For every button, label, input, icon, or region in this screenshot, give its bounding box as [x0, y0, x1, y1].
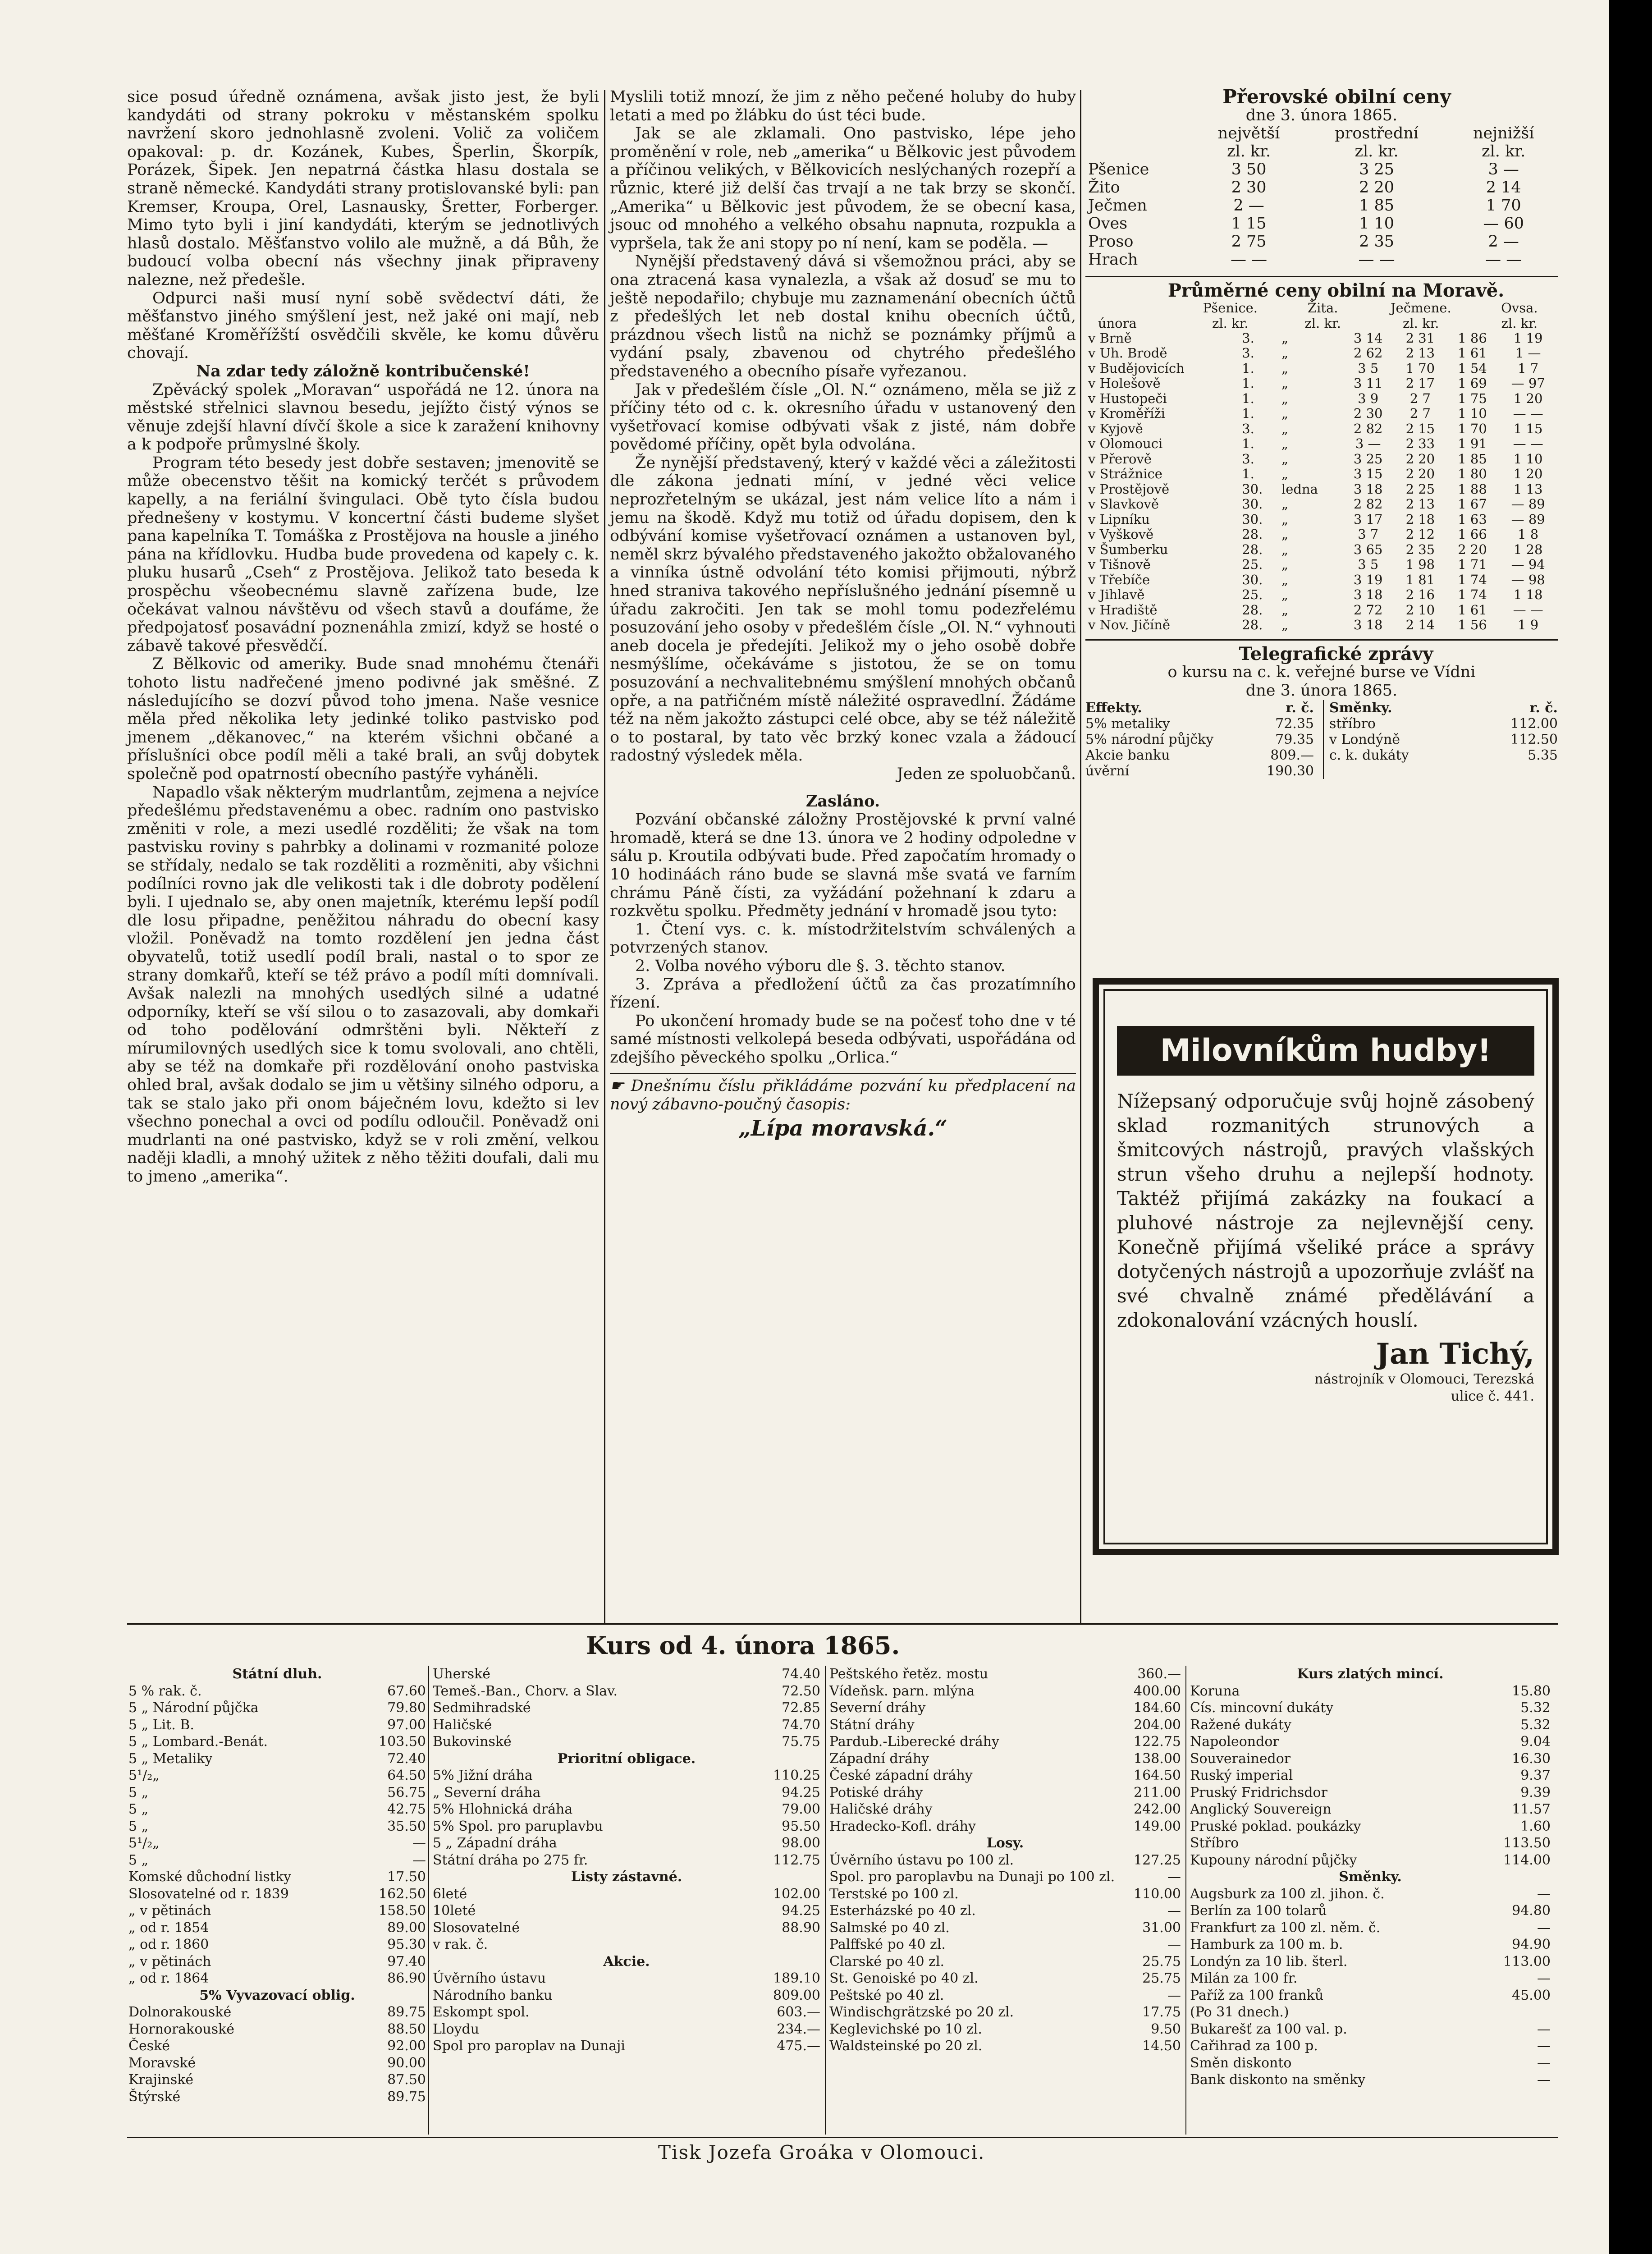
- avg-prices-title: Průměrné ceny obilní na Moravě.: [1167, 280, 1505, 302]
- paragraph: Nynější představený dává si všemožnou práci, aby se ona ztracená kasa vynalezla, a však až dosuď se mu to ještě nepodařilo; chybuje mu zaznamenání obecních účtů z předešlých let neb dostal knihu obecních účtů, prázdnou všech listů na nichž se poznámky příjmů a vydání psaly, zbavenou od chytrého předešlého představeného a obecního písaře vyřezanou.: [610, 252, 1076, 380]
- kurs-bottom-rule: [127, 2137, 1558, 2138]
- list-item: „ v pětinách 97.40: [128, 1953, 426, 1970]
- list-item: České západní dráhy 164.50: [829, 1768, 1181, 1783]
- grain-prices-title: Přerovské obilní ceny: [1222, 86, 1451, 108]
- kurs-top-rule: [127, 1623, 1558, 1625]
- notice-label: Dnešnímu číslu přikládáme pozvání ku předplacení na nový zábavno-poučný časopis:: [610, 1077, 1076, 1114]
- table-row: Hrach — — — — — —: [1088, 251, 1522, 269]
- kurs-column-state-debt: [128, 1666, 426, 2105]
- list-item: Uherské 74.40: [433, 1666, 820, 1682]
- list-item: 5 „ Lit. B. 97.00: [128, 1717, 426, 1733]
- telegraph-line2: dne 3. února 1865.: [1245, 681, 1398, 700]
- list-item: Národního banku 809.00: [433, 1987, 820, 2003]
- list-item: 6leté 102.00: [433, 1886, 820, 1902]
- list-item: Štýrské 89.75: [128, 2089, 426, 2105]
- list-item: 5¹/₂„ 64.50: [128, 1768, 426, 1783]
- list-item: Waldsteinské po 20 zl. 14.50: [829, 2038, 1181, 2054]
- paragraph: 3. Zpráva a předložení účtů za čas prozatímního řízení.: [610, 975, 1076, 1012]
- kurs-subheading: Prioritní obligace.: [557, 1750, 696, 1767]
- list-item: Lloydu 234.—: [433, 2021, 820, 2037]
- telegraph-title: Telegrafické zprávy: [1239, 643, 1433, 664]
- kurs-title: Kurs od 4. února 1865.: [586, 1631, 900, 1660]
- list-item: 5 „ Lombard.-Benát. 103.50: [128, 1734, 426, 1750]
- list-item: Dolnorakouské 89.75: [128, 2004, 426, 2020]
- list-item: Spol pro paroplav na Dunaji 475.—: [433, 2038, 820, 2054]
- paragraph: Myslili totiž mnozí, že jim z něho pečené holuby do huby letati a med po žlábku do úst téci bude.: [610, 88, 1076, 124]
- list-item: Bank diskonto na směnky —: [1190, 2072, 1551, 2088]
- list-item: Esterházské po 40 zl. —: [829, 1903, 1181, 1919]
- paragraph: Po ukončení hromady bude se na počesť toho dne v té samé místnosti velkolepá beseda odbývati, uspořádána od zdejšího pěveckého spolku „Orlica.“: [610, 1012, 1076, 1067]
- list-item: Londýn za 10 lib. šterl. 113.00: [1190, 1953, 1551, 1970]
- ad-address-line2: ulice č. 441.: [1451, 1388, 1534, 1404]
- table-row: Proso 2 75 2 35 2 —: [1088, 233, 1519, 251]
- list-item: Keglevichské po 10 zl. 9.50: [829, 2021, 1181, 2037]
- telegraph-line1: o kursu na c. k. veřejné burse ve Vídni: [1167, 663, 1476, 682]
- table-row: v Prostějově 30. ledna 3 18 2 25 1 88 1 13: [1088, 481, 1543, 497]
- list-item: Státní dráha po 275 fr. 112.75: [433, 1852, 820, 1868]
- table-row: v Třebíče 30. „ 3 19 1 81 1 74 — 98: [1088, 572, 1545, 587]
- table-row: Pšenice 3 50 3 25 3 —: [1088, 160, 1519, 179]
- table-row: v Slavkově 30. „ 2 82 2 13 1 67 — 89: [1088, 496, 1545, 512]
- list-item: Pardub.-Liberecké dráhy 122.75: [829, 1734, 1181, 1750]
- table-row: v Holešově 1. „ 3 11 2 17 1 69 — 97: [1088, 376, 1545, 391]
- telegraph-effekty-header: Effekty.: [1085, 700, 1142, 716]
- table-row: v Hradiště 28. „ 2 72 2 10 1 61 — —: [1088, 602, 1543, 618]
- grain-prices-date: dne 3. února 1865.: [1245, 106, 1398, 124]
- list-item: Hradecko-Kofl. dráhy 149.00: [829, 1818, 1181, 1834]
- list-item: Slosovatelné od r. 1839 162.50: [128, 1886, 426, 1902]
- telegraph-unit: r. č.: [1529, 700, 1558, 716]
- paragraph: 2. Volba nového výboru dle §. 3. těchto stanov.: [635, 957, 1006, 975]
- notice-text: [610, 1077, 1076, 1113]
- ad-text: Nížepsaný odporučuje svůj hojně zásobený sklad rozmanitých strunových a šmitcových nástrojů, pravých vlašských strun všeho druhu a nejlepší hodnoty. Taktéž přijímá zakázky na foukací a pluhové nástroje za nejlevnější ceny. Konečně přijímá všeliké práce a správy dotyčených nástrojů a upozorňuje zvlášť na své chvalně známé předělávání a zdokonalování vzácných houslí.: [1117, 1090, 1534, 1331]
- table-row: v Lipníku 30. „ 3 17 2 18 1 63 — 89: [1088, 511, 1545, 527]
- kurs-column-coins: [1190, 1666, 1551, 2089]
- paragraph: Program této besedy jest dobře sestaven; jmenovitě se může obecenstvo těšit na komický terčét s průvodem kapelly, a na feriální švingulaci. Obě tyto čísla budou přednešeny v kostymu. V koncertní části budeme slyšet pana kapelníka T. Tomáška z Prostějova na housle a jiného pána na křídlovku. Hudba bude provedena od kapely c. k. pluku husarů „Cseh“ z Prostějova. Jelikož tato beseda k prospěchu všeobecnému slavně zařízena bude, lze očekávat valnou návštěvu od všech stavů a doufáme, že předpojatosť posavádní poznenáhla zmizí, když se hosté o zábavě takové přesvědčí.: [127, 454, 599, 655]
- list-item: Palffské po 40 zl. —: [829, 1937, 1181, 1952]
- article-column-1: [127, 88, 599, 1186]
- kurs-column-bonds: [433, 1666, 820, 2055]
- kurs-subheading: Listy zástavné.: [571, 1869, 682, 1885]
- grain-prices-table: [1085, 124, 1558, 269]
- list-item: „ od r. 1860 95.30: [128, 1937, 426, 1952]
- list-item: Sedmihradské 72.85: [433, 1700, 820, 1716]
- telegraph-smenky-header: Směnky.: [1329, 700, 1392, 716]
- list-item: Komské důchodní listky 17.50: [128, 1869, 426, 1885]
- list-item: Eskompt spol. 603.—: [433, 2004, 820, 2020]
- ad-address-line1: nástrojník v Olomouci, Terezská: [1314, 1371, 1534, 1387]
- list-item: Vídeňsk. parn. mlýna 400.00: [829, 1683, 1181, 1699]
- list-item: Cařihrad za 100 p. —: [1190, 2038, 1551, 2054]
- list-item: 10leté 94.25: [433, 1903, 820, 1919]
- list-item: 5% Spol. pro paruplavbu 95.50: [433, 1818, 820, 1834]
- paragraph: Odpurci naši musí nyní sobě svědectví dáti, že měšťanstvo jiného smýšlení jest, než jaké oni mají, neb měšťané Kroměřížští osvědčili skvěle, ke komu důvěru chovají.: [127, 289, 599, 362]
- unit-header: zl. kr.: [1482, 142, 1526, 161]
- list-item: Úvěrního ústavu po 100 zl. 127.25: [829, 1852, 1181, 1868]
- list-item: 5 % rak. č. 67.60: [128, 1683, 426, 1699]
- music-shop-advertisement: [1093, 978, 1559, 1555]
- unit-header: zl. kr.: [1501, 315, 1538, 331]
- printer-imprint: Tisk Jozefa Groáka v Olomouci.: [658, 2141, 985, 2163]
- list-item: 5 „ 35.50: [128, 1818, 426, 1834]
- list-item: Koruna 15.80: [1190, 1683, 1551, 1699]
- list-item: Bukarešť za 100 val. p. —: [1190, 2021, 1551, 2037]
- kurs-subheading: Směnky.: [1339, 1869, 1402, 1885]
- notice-journal-title: „Lípa moravská.“: [738, 1115, 947, 1141]
- table-row: v Přerově 3. „ 3 25 2 20 1 85 1 10: [1088, 451, 1543, 467]
- list-item: Temeš.-Ban., Chorv. a Slav. 72.50: [433, 1683, 820, 1699]
- ad-signature: Jan Tichý,: [1376, 1337, 1534, 1371]
- list-item: Ruský imperial 9.37: [1190, 1768, 1551, 1783]
- list-item: Peštské po 40 zl. —: [829, 1987, 1181, 2003]
- list-item: Napoleondor 9.04: [1190, 1734, 1551, 1750]
- kurs-rule: [1185, 1666, 1186, 2135]
- list-item: Slosovatelné 88.90: [433, 1920, 820, 1936]
- list-item: 5% Hlohnická dráha 79.00: [433, 1801, 820, 1817]
- list-item: Potiské dráhy 211.00: [829, 1784, 1181, 1800]
- market-column: [1085, 88, 1558, 779]
- list-item: Windischgrätzské po 20 zl. 17.75: [829, 2004, 1181, 2020]
- list-item: 5 „ Národní půjčka 79.80: [128, 1700, 426, 1716]
- table-row: Oves 1 15 1 10 — 60: [1088, 215, 1524, 233]
- list-item: Frankfurt za 100 zl. něm. č. —: [1190, 1920, 1551, 1936]
- paragraph: Pozvání občanské záložny Prostějovské k první valné hromadě, která se dne 13. února ve 2 hodiny odpoledne v sálu p. Kroutila odbývati bude. Před započatím hromady o 10 hodináách ráno bude se slavná mše svatá ve farním chrámu Páně čísti, za vyžádání požehnaní k zdaru a rozkvětu spolku. Předměty jednání v hromadě jsou tyto:: [610, 811, 1076, 921]
- paragraph: Že nynější představený, který v každé věci a záležitosti dle zákona jednati míní, v jedné věci velice neprozřetelným se ukázal, jest nám velice líto a nám i jemu na škodě. Když mu totiž od úřadu dopisem, den k odbývání komise vyšetřovací oznámen a ustanoven byl, neměl skrz bývalého představeného jakožto obžalovaného a vinníka ústně odvolání této komisi přijmouti, nýbrž hned straniva takového nepříslušného jednání písemně u úřadu zakročiti. Jen tak se mohl tomu podezřelému posuzování jeho osoby v předešlém čísle „Ol. N.“ vyhnouti aneb docela je předejíti. Jelikož my o jeho osobě dobře nesmýšlíme, očekáváme s jistotou, že se on tomu posuzování a nechvalitebnému smýšlení mnohých občanů opře, a na patřičném místě náležité ospravedlní. Žádáme též na něm jakožto zástupci celé obce, aby se též náležitě o to postaral, by tato věc brzký konec vzala a žádoucí radostný výsledek měla.: [610, 454, 1076, 765]
- table-row: v Uh. Brodě 3. „ 2 62 2 13 1 61 1 —: [1088, 345, 1541, 361]
- article-signature: Jeden ze spoluobčanů.: [897, 765, 1076, 783]
- table-row: v Tišnově 25. „ 3 5 1 98 1 71 — 94: [1088, 557, 1545, 573]
- list-item: Haličské 74.70: [433, 1717, 820, 1733]
- unit-header: zl. kr.: [1403, 315, 1439, 331]
- list-item: 5% Jižní dráha 110.25: [433, 1768, 820, 1783]
- list-item: Pruské poklad. poukázky 1.60: [1190, 1818, 1551, 1834]
- list-item: „ v pětinách 158.50: [128, 1903, 426, 1919]
- table-row: v Strážnice 1. „ 3 15 2 20 1 80 1 20: [1088, 466, 1543, 482]
- paragraph: Jak se ale zklamali. Ono pastvisko, lépe jeho proměnění v role, neb „amerika“ u Bělkovic jest původem a příčinou velikých, v Bělkovicích neslýchaných rozepří a různic, které již delší čas trvají a ne tak brzy se skončí. „Amerika“ u Bělkovic jest původem, že se obecní kasa, jsouc od mnohého a velkého obsahu napnuta, rozpukla a vypršela, tak že ani stopy po ní není, kam se poděla. —: [610, 124, 1076, 252]
- list-item: Státní dráhy 204.00: [829, 1717, 1181, 1733]
- list-item: Spol. pro paroplavbu na Dunaji po 100 zl. —: [829, 1869, 1181, 1885]
- list-item: Souverainedor 16.30: [1190, 1750, 1551, 1767]
- paragraph-belkovice: Z Bělkovic od ameriky. Bude snad mnohému čtenáři tohoto listu nadřečené jmeno podivné jak směšné. Z následujícího se dozví původ toho jmena. Naše vesnice měla před několika lety jedinké toliko pastvisko pod jmenem „děkanovec,“ na kterém všichni občané a příslušníci obce podíl měli a také brali, an svůj dobytek společně pod opatrností obecního pastýře vyháněli.: [127, 655, 599, 783]
- unit-header: zl. kr.: [1227, 142, 1271, 161]
- list-item: (Po 31 dnech.): [1190, 2004, 1289, 2020]
- col-header: prostřední: [1335, 124, 1419, 143]
- list-item: Bukovinské 75.75: [433, 1734, 820, 1750]
- paragraph: Na zdar tedy záložně kontribučenské!: [196, 362, 530, 380]
- table-row: v Olomouci 1. „ 3 — 2 33 1 91 — —: [1088, 436, 1543, 452]
- article-column-2: [610, 88, 1076, 1143]
- kurs-rule: [825, 1666, 826, 2135]
- paragraph: Jak v předešlém čísle „Ol. N.“ oznámeno, měla se již z příčiny této od c. k. okresního úřadu v ustanovený den vyšetřovací komise odbývati však z jisté, nám dobře povědomé příčiny, opět byla odvolána.: [610, 380, 1076, 454]
- list-item: v rak. č.: [433, 1937, 488, 1952]
- col-header: Žita.: [1307, 300, 1338, 316]
- list-item: Hornorakouské 88.50: [128, 2021, 426, 2037]
- col-header: nejnižší: [1473, 124, 1534, 143]
- list-item: Peštského řetěz. mostu 360.—: [829, 1666, 1181, 1682]
- list-item: Kupouny národní půjčky 114.00: [1190, 1852, 1551, 1868]
- pointing-hand-icon: ☛: [610, 1077, 631, 1095]
- list-item: České 92.00: [128, 2038, 426, 2054]
- list-item: Úvěrního ústavu 189.10: [433, 1970, 820, 1986]
- table-row: Žito 2 30 2 20 2 14: [1088, 179, 1521, 197]
- list-item: Hamburk za 100 m. b. 94.90: [1190, 1937, 1551, 1952]
- paragraph: 1. Čtení vys. c. k. místodržitelstvím schválených a potvrzených stanov.: [610, 920, 1076, 957]
- list-item: 5¹/₂„ —: [128, 1835, 426, 1851]
- table-row: v Kyjově 3. „ 2 82 2 15 1 70 1 15: [1088, 421, 1543, 436]
- list-item: Západní dráhy 138.00: [829, 1750, 1181, 1767]
- kurs-subheading: Akcie.: [603, 1953, 650, 1970]
- kurs-subheading: 5% Vyvazovací oblig.: [199, 1987, 355, 2003]
- paragraph: Zpěvácký spolek „Moravan“ uspořádá ne 12. února na městské střelnici slavnou besedu, jejížto čistý výnos se věnuje zdejší hlavní dívčí škole a sice k zaražení knihovny a k podpoře průmyslné školy.: [127, 380, 599, 454]
- list-item: „ Severní dráha 94.25: [433, 1784, 820, 1800]
- col-header: Pšenice.: [1203, 300, 1258, 316]
- col-header: Ovsa.: [1501, 300, 1538, 316]
- list-item: Krajinské 87.50: [128, 2072, 426, 2088]
- table-row: v Šumberku 28. „ 3 65 2 35 2 20 1 28: [1088, 541, 1543, 557]
- list-item: „ od r. 1854 89.00: [128, 1920, 426, 1936]
- list-item: Stříbro 113.50: [1190, 1835, 1551, 1851]
- list-item: 5 „ Západní dráha 98.00: [433, 1835, 820, 1851]
- list-item: Haličské dráhy 242.00: [829, 1801, 1181, 1817]
- list-item: Clarské po 40 zl. 25.75: [829, 1953, 1181, 1970]
- list-item: 5 „ Metaliky 72.40: [128, 1750, 426, 1767]
- kurs-column-shares: [829, 1666, 1181, 2055]
- table-row: Ječmen 2 — 1 85 1 70: [1088, 197, 1521, 215]
- list-item: Milán za 100 fr. —: [1190, 1970, 1551, 1986]
- list-item: Paříž za 100 franků 45.00: [1190, 1987, 1551, 2003]
- avg-prices-rows: [1085, 331, 1558, 633]
- column-rule-2: [1080, 90, 1081, 1623]
- list-item: „ od r. 1864 86.90: [128, 1970, 426, 1986]
- table-row: v Jihlavě 25. „ 3 18 2 16 1 74 1 18: [1088, 587, 1543, 603]
- list-item: Směn diskonto —: [1190, 2055, 1551, 2071]
- list-item: Pruský Fridrichsdor 9.39: [1190, 1784, 1551, 1800]
- list-item: Ražené dukáty 5.32: [1190, 1717, 1551, 1733]
- unit-header: zl. kr.: [1304, 315, 1341, 331]
- column-rule-1: [604, 90, 605, 1623]
- table-row: v Hustopeči 1. „ 3 9 2 7 1 75 1 20: [1088, 390, 1543, 406]
- table-row: v Kroměříži 1. „ 2 30 2 7 1 10 — —: [1088, 406, 1543, 421]
- avg-prices-table: [1085, 300, 1558, 331]
- col-header: největší: [1217, 124, 1280, 143]
- table-row: v Budějovicích 1. „ 3 5 1 70 1 54 1 7: [1088, 360, 1539, 376]
- list-item: Terstské po 100 zl. 110.00: [829, 1886, 1181, 1902]
- kurs-subheading: Státní dluh.: [232, 1666, 322, 1682]
- list-item: Berlín za 100 tolarů 94.80: [1190, 1903, 1551, 1919]
- table-row: v Brně 3. „ 3 14 2 31 1 86 1 19: [1088, 330, 1543, 346]
- list-item: Salmské po 40 zl. 31.00: [829, 1920, 1181, 1936]
- paragraph: sice posud úředně oznámena, avšak jisto jest, že byli kandydáti od strany pokroku v městanském spolku navržení skoro jednohlasně zvoleni. Volič za voličem opakoval: p. dr. Kozánek, Kubes, Šperlin, Škorpík, Porázek, Šipek. Jen nepatrná částka hlasu dostala se straně německé. Kandydáti strany protislovanské byli: pan Kremser, Kroupa, Orel, Lasnausky, Šretter, Forberger. Mimo tyto byli i jiní kandydáti, kterým se jednotlivých hlasů dostalo. Měšťanstvo volilo ale mužně, a dá Bůh, že budoucí volba obecní nás všechny jinak připraveny nalezne, než předešle.: [127, 88, 599, 289]
- col-header: Ječmene.: [1390, 300, 1451, 316]
- list-item: Augsburk za 100 zl. jihon. č. —: [1190, 1886, 1551, 1902]
- paragraph: Napadlo však některým mudrlantům, zejmena a nejvíce předešlému představenému a obec. radním ono pastvisko změniti v role, a mezi usedlé rozděliti; že však na tom pastvisku roviny s pahrbky a dolinami v rozmanité poloze se střídaly, nedalo se tak rozděliti a rozměniti, aby všichni podílníci rovno jak dle velikosti tak i dle dobroty podělení byli. I ujednalo se, aby onen majetník, kterému lepší podíl dle losu připadne, peněžitou náhradu do obecní kasy vložil. Poněvadž na tomto rozdělení jen jedna část obyvatelů, totiž usedlí podíl brali, nastal o to spor ze strany domkařů, kteří se též právo a podíl míti domnívali. Avšak nalezli na mnohých usedlých silné a udatné odporníky, kteří se vší silou o to zasazovali, aby domkaři od toho podělování odmrštěni byli. Někteří z mírumilovných usedlých sice k tomu svolovali, ano chtěli, aby se též na domkaře při rozdělování onoho pastviska ohled bral, avšak dodalo se jim u většiny silného odporu, a tak se stalo jako při onom báječném lovu, kdežto si lev všechno ponechal a ovci od podílu odloučil. Poněvadž oni mudrlanti na oné pastvisko, když se v roli změní, velkou naději kladli, a mnohý užitek z něho těžiti doufali, dali mu to jmeno „amerika“.: [127, 783, 599, 1186]
- kurs-subheading: Losy.: [986, 1835, 1024, 1851]
- telegraph-table: Effekty. r. č. 5% metaliky 72.35 5% národní půjčky 79.35 Akcie banku 809.— úvěrní 190.30 Směnky. r. č. stříbro 112.00 v Londýně 112.50 c. k. dukáty 5.35: [1085, 700, 1558, 779]
- unit-header: zl. kr.: [1212, 315, 1249, 331]
- kurs-rule: [428, 1666, 429, 2135]
- list-item: 5 „ 56.75: [128, 1784, 426, 1800]
- list-item: 5 „ 42.75: [128, 1801, 426, 1817]
- list-item: Anglický Souvereign 11.57: [1190, 1801, 1551, 1817]
- unit-header: zl. kr.: [1355, 142, 1399, 161]
- list-item: St. Genoiské po 40 zl. 25.75: [829, 1970, 1181, 1986]
- list-item: Severní dráhy 184.60: [829, 1700, 1181, 1716]
- section-heading-zaslano: Zasláno.: [805, 792, 880, 811]
- list-item: Moravské 90.00: [128, 2055, 426, 2071]
- kurs-subheading: Kurs zlatých mincí.: [1297, 1666, 1444, 1682]
- month-header: února: [1098, 315, 1137, 331]
- list-item: Cís. mincovní dukáty 5.32: [1190, 1700, 1551, 1716]
- table-row: v Nov. Jičíně 28. „ 3 18 2 14 1 56 1 9: [1088, 617, 1539, 633]
- list-item: 5 „ —: [128, 1852, 426, 1868]
- telegraph-unit: r. č.: [1286, 700, 1314, 716]
- ad-title: Milovníkům hudby!: [1117, 1026, 1534, 1076]
- table-row: v Vyškově 28. „ 3 7 2 12 1 66 1 8: [1088, 527, 1539, 542]
